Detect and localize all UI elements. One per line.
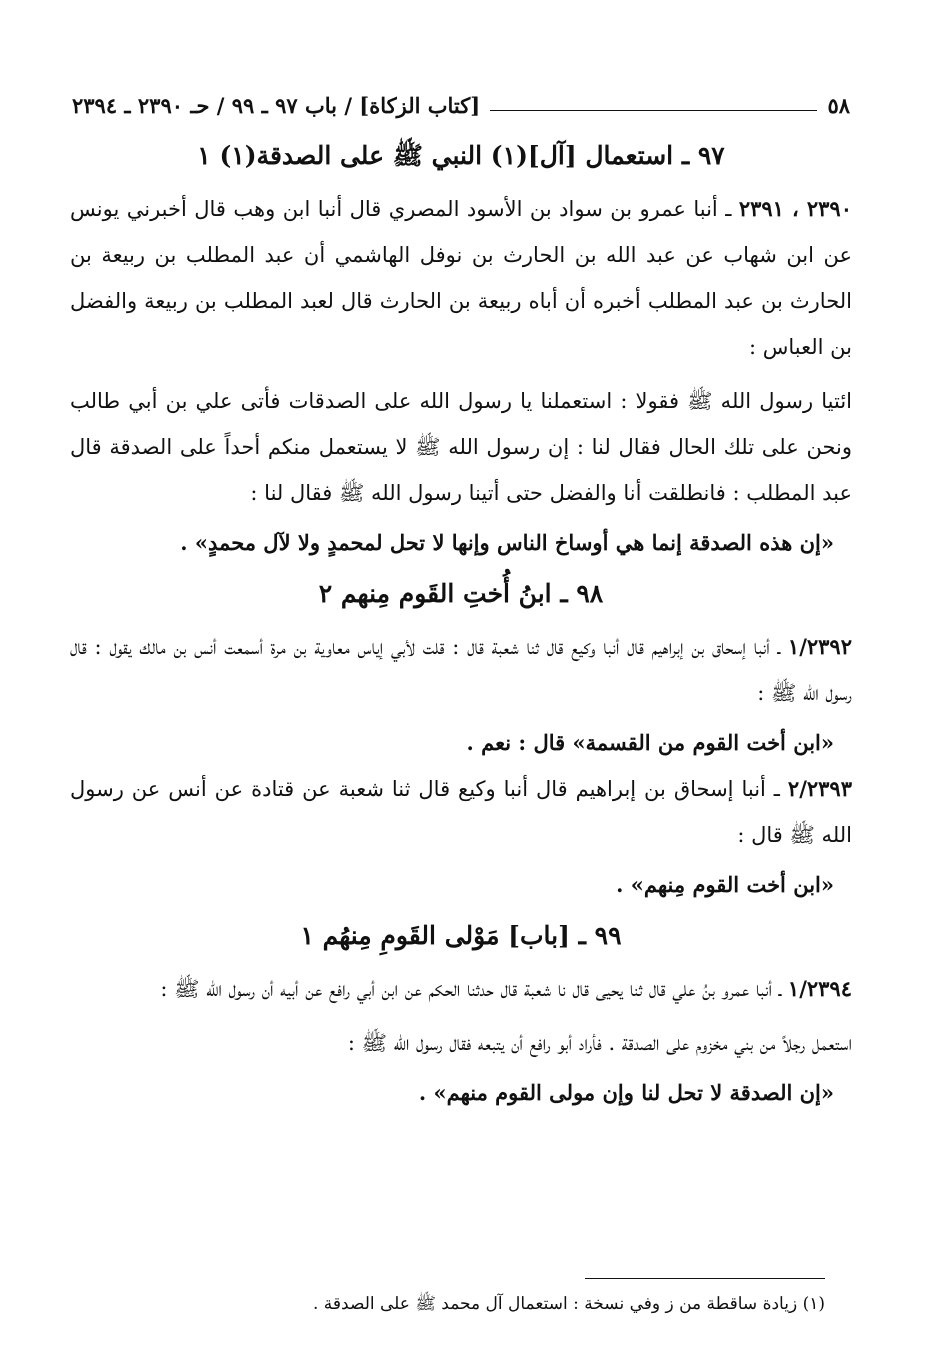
hadith-text: ـ أنبا عمرو بن سواد بن الأسود المصري قال أنبا ابن وهب قال أخبرني يونس عن ابن شهاب عن عبد الله بن الحارث بن نوفل الهاشمي أن عبد المطلب بن ربيعة بن الحارث بن عبد المطلب أخبره أن أباه ربيعة بن الحارث قال لعبد المطلب بن ربيعة والفضل بن العباس : bbox=[70, 197, 852, 359]
hadith-paragraph bbox=[70, 186, 852, 370]
prophetic-quote: «ابن أخت القوم مِنهم» . bbox=[616, 872, 834, 897]
hadith-text: ـ أنبا عمرو بنُ علي قال ثنا يحيى قال نا شعبة قال حدثنا الحكم عن ابن أبي رافع عن أبيه أن رسول الله ﷺ : bbox=[160, 977, 782, 1001]
hadith-paragraph bbox=[70, 378, 852, 516]
footnote-marker: (١) bbox=[802, 1294, 825, 1314]
hadith-text: ائتيا رسول الله ﷺ فقولا : استعملنا يا رسول الله على الصدقات فأتى علي بن أبي طالب ونحن على تلك الحال فقال لنا : إن رسول الله ﷺ لا يستعمل منكم أحداً على الصدقة قال عبد المطلب : فانطلقت أنا والفضل حتى أتينا رسول الله ﷺ فقال لنا : bbox=[70, 389, 852, 505]
page-number: ٥٨ bbox=[827, 93, 850, 118]
chapter-heading-98: ٩٨ ـ ابنُ أُختِ القَوم مِنهم ٢ bbox=[318, 579, 604, 608]
hadith-text: ـ أنبا إسحاق بن إبراهيم قال أنبا وكيع قال ثنا شعبة قال : قلت لأبي إياس معاوية بن مرة أسمعت أنس بن مالك يقول : قال رسول الله ﷺ : bbox=[70, 635, 852, 705]
running-title: [كتاب الزكاة] / باب ٩٧ ـ ٩٩ / حـ ٢٣٩٠ ـ ٢٣٩٤ bbox=[72, 93, 481, 118]
prophetic-quote: «إن هذه الصدقة إنما هي أوساخ الناس وإنها لا تحل لمحمدٍ ولا لآل محمدٍ» . bbox=[180, 530, 834, 555]
hadith-paragraph bbox=[70, 1020, 852, 1066]
hadith-paragraph bbox=[70, 624, 852, 716]
hadith-number: ٢٣٩٠ ، ٢٣٩١ bbox=[738, 196, 852, 221]
prophetic-quote: «ابن أخت القوم من القسمة» قال : نعم . bbox=[466, 730, 834, 755]
hadith-paragraph bbox=[70, 766, 852, 858]
hadith-number: ٢/٢٣٩٣ bbox=[787, 776, 852, 801]
hadith-text: ـ أنبا إسحاق بن إبراهيم قال أنبا وكيع قال ثنا شعبة عن قتادة عن أنس عن رسول الله ﷺ قال : bbox=[70, 777, 852, 847]
chapter-heading-97: ٩٧ ـ استعمال [آل](١) النبي ﷺ على الصدقة(١) ١ bbox=[197, 141, 725, 170]
footnote-text: زيادة ساقطة من ز وفي نسخة : استعمال آل محمد ﷺ على الصدقة . bbox=[312, 1294, 798, 1314]
running-head bbox=[72, 84, 850, 118]
footnote bbox=[70, 1290, 825, 1318]
header-rule bbox=[490, 110, 817, 111]
prophetic-quote: «إن الصدقة لا تحل لنا وإن مولى القوم منهم» . bbox=[418, 1080, 834, 1105]
hadith-paragraph bbox=[70, 966, 852, 1012]
hadith-text: استعمل رجلاً من بني مخزوم على الصدقة . فأراد أبو رافع أن يتبعه فقال رسول الله ﷺ : bbox=[347, 1031, 852, 1055]
footnote-rule bbox=[585, 1278, 825, 1279]
chapter-heading-99: ٩٩ ـ [باب] مَوْلى القَومِ مِنهُم ١ bbox=[300, 921, 622, 950]
page-body bbox=[70, 128, 852, 1116]
hadith-number: ١/٢٣٩٤ bbox=[787, 976, 852, 1001]
hadith-number: ١/٢٣٩٢ bbox=[787, 634, 852, 659]
